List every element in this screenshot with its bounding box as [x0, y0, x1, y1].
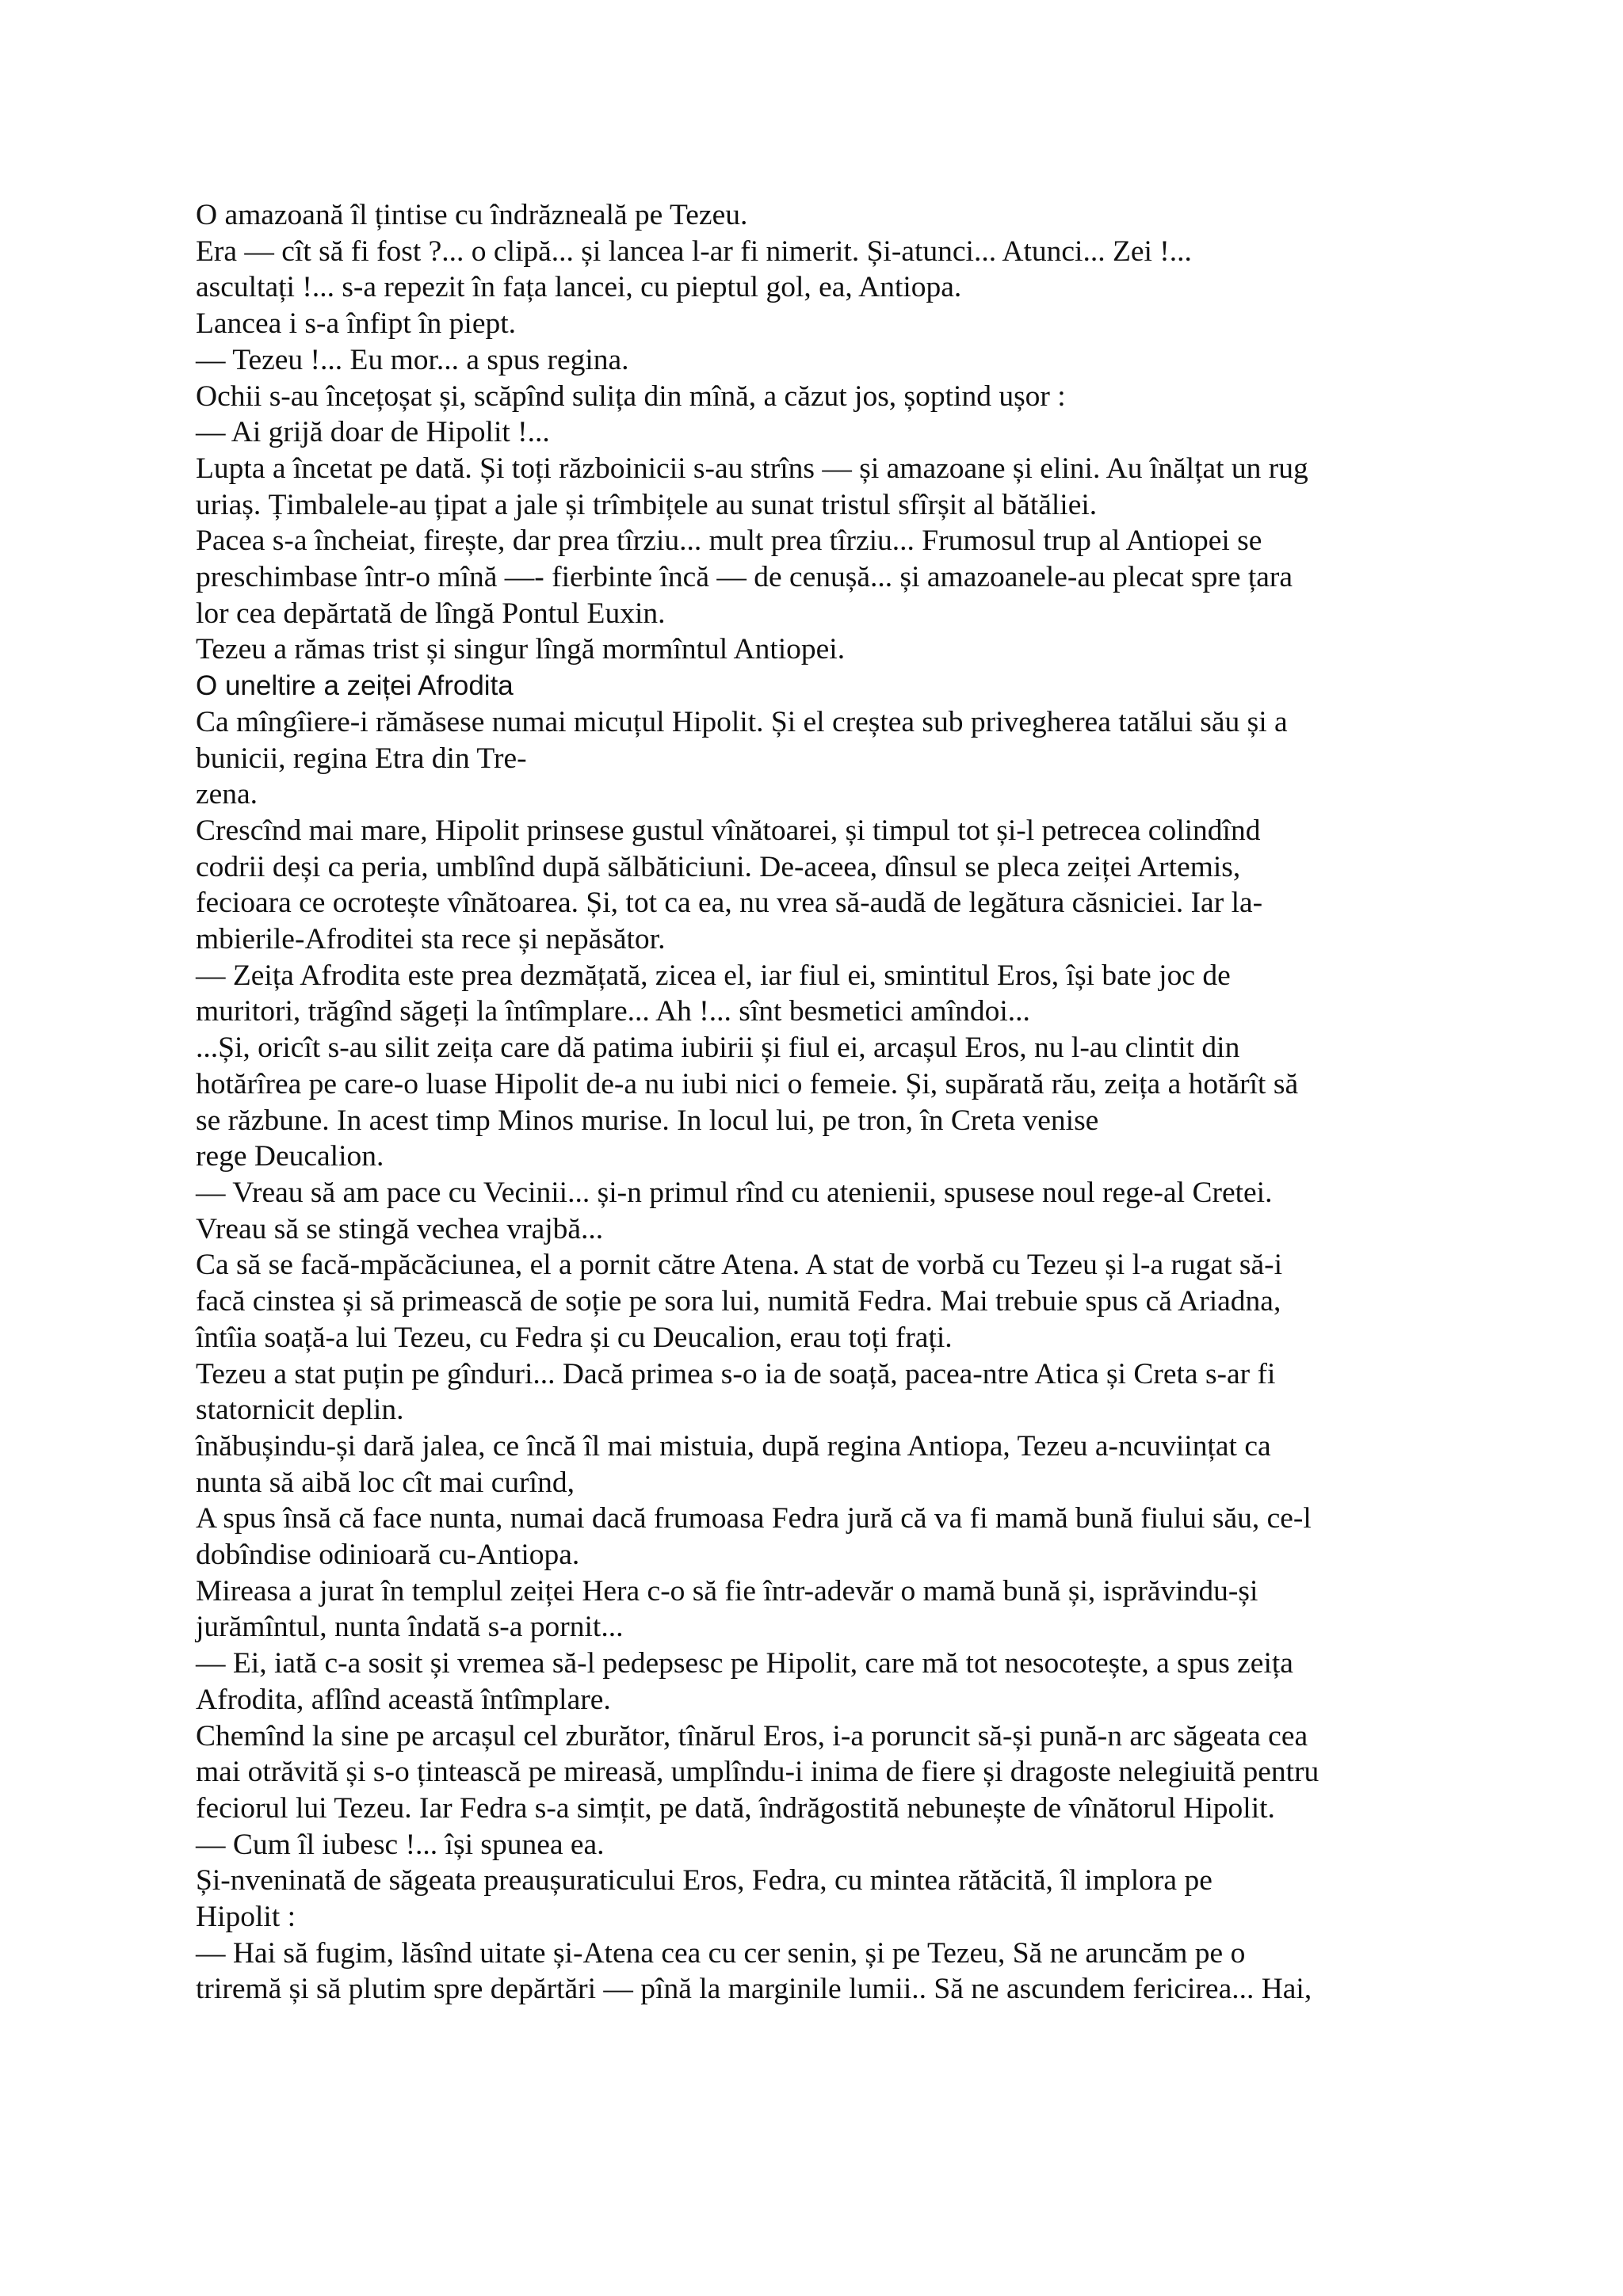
text-line: — Tezeu !... Eu mor... a spus regina. [196, 343, 629, 376]
text-line: Tezeu a stat puțin pe gînduri... Dacă primea s-o ia de soață, pacea-ntre Atica și Creta s-ar fi [196, 1357, 1276, 1390]
text-line: Ochii s-au încețoșat și, scăpînd sulița din mînă, a căzut jos, șoptind ușor : [196, 379, 1066, 413]
text-line: triremă și să plutim spre depărtări — pînă la marginile lumii.. Să ne ascundem fericirea... Hai, [196, 1973, 1312, 2006]
text-line: Ca să se facă-mpăcăciunea, el a pornit către Atena. A stat de vorbă cu Tezeu și l-a rugat să-i [196, 1249, 1283, 1282]
text-line: Vreau să se stingă vechea vrajbă... [196, 1212, 604, 1245]
text-line: muritori, trăgînd săgeți la întîmplare... Ah !... sînt besmetici amîndoi... [196, 995, 1030, 1028]
text-line: Afrodita, aflînd această întîmplare. [196, 1683, 611, 1716]
text-line: codrii deși ca peria, umblînd după sălbăticiuni. De-aceea, dînsul se pleca zeiței Artemis, [196, 850, 1241, 883]
text-line: — Hai să fugim, lăsînd uitate și-Atena cea cu cer senin, și pe Tezeu, Să ne aruncăm pe o [196, 1936, 1246, 1970]
text-line: Lupta a încetat pe dată. Și toți războinicii s-au strîns — și amazoane și elini. Au înălțat un rug [196, 452, 1308, 485]
text-line: facă cinstea și să primească de soție pe sora lui, numită Fedra. Mai trebuie spus că Ariadna, [196, 1285, 1281, 1318]
text-line: O amazoană îl țintise cu îndrăzneală pe Tezeu. [196, 199, 748, 231]
text-line: ...Și, oricît s-au silit zeița care dă patima iubirii și fiul ei, arcașul Eros, nu l-au clintit din [196, 1032, 1240, 1065]
document-body [196, 197, 1448, 2008]
text-line: feciorul lui Tezeu. Iar Fedra s-a simțit, pe dată, îndrăgostită nebunește de vînătorul Hipolit. [196, 1791, 1275, 1825]
text-line: lor cea depărtată de lîngă Pontul Euxin. [196, 597, 666, 630]
text-line: Crescînd mai mare, Hipolit prinsese gustul vînătoarei, și timpul tot și-l petrecea colindînd [196, 814, 1261, 847]
text-line: Tezeu a rămas trist și singur lîngă mormîntul Antiopei. [196, 633, 846, 666]
text-line: înăbușindu-și dară jalea, ce încă îl mai mistuia, după regina Antiopa, Tezeu a-ncuviințat ca [196, 1429, 1271, 1463]
text-line: se răzbune. In acest timp Minos murise. In locul lui, pe tron, în Creta venise [196, 1104, 1099, 1137]
text-line: ascultați !... s-a repezit în fața lancei, cu pieptul gol, ea, Antiopa. [196, 271, 962, 304]
text-line: preschimbase într-o mînă —- fierbinte încă — de cenușă... și amazoanele-au plecat spre țara [196, 561, 1293, 594]
text-line: — Cum îl iubesc !... își spunea ea. [196, 1828, 605, 1861]
text-line: zena. [196, 778, 258, 811]
text-line: Ca mîngîiere-i rămăsese numai micuțul Hipolit. Și el creștea sub privegherea tatălui său și a [196, 705, 1288, 738]
text-line: rege Deucalion. [196, 1140, 384, 1173]
text-line: fecioara ce ocrotește vînătoarea. Și, tot ca ea, nu vrea să-audă de legătura căsniciei. Iar la- [196, 887, 1263, 920]
text-line: Mireasa a jurat în templul zeiței Hera c-o să fie într-adevăr o mamă bună și, isprăvindu-și [196, 1574, 1258, 1608]
text-line: întîia soață-a lui Tezeu, cu Fedra și cu Deucalion, erau toți frați. [196, 1321, 953, 1354]
text-line: nunta să aibă loc cît mai curînd, [196, 1466, 575, 1499]
text-line: — Ai grijă doar de Hipolit !... [196, 416, 550, 449]
text-line: dobîndise odinioară cu-Antiopa. [196, 1539, 580, 1572]
text-line: mai otrăvită și s-o țintească pe mireasă, umplîndu-i inima de fiere și dragoste nelegiuită pentru [196, 1756, 1319, 1789]
text-line: bunicii, regina Etra din Tre- [196, 742, 527, 775]
text-line: Lancea i s-a înfipt în piept. [196, 307, 517, 341]
text-line: Pacea s-a încheiat, firește, dar prea tîrziu... mult prea tîrziu... Frumosul trup al Antiopei se [196, 524, 1262, 558]
text-line: — Vreau să am pace cu Vecinii... și-n primul rînd cu atenienii, spusese noul rege-al Cretei. [196, 1176, 1273, 1209]
text-line: — Zeița Afrodita este prea dezmățată, zicea el, iar fiul ei, smintitul Eros, își bate joc de [196, 959, 1231, 992]
text-line: jurămîntul, nunta îndată s-a pornit... [196, 1611, 624, 1644]
text-line: Era — cît să fi fost ?... o clipă... și lancea l-ar fi nimerit. Și-atunci... Atunci... Zei !... [196, 235, 1192, 268]
section-heading: O uneltire a zeiței Afrodita [196, 670, 514, 702]
text-line: Chemînd la sine pe arcașul cel zburător, tînărul Eros, i-a poruncit să-și pună-n arc săgeata cea [196, 1719, 1308, 1753]
text-line: statornicit deplin. [196, 1394, 404, 1427]
text-line: Și-nveninată de săgeata preaușuraticului Eros, Fedra, cu mintea rătăcită, îl implora pe [196, 1864, 1212, 1897]
document-page [196, 197, 1448, 2008]
text-line: uriaș. Țimbalele-au țipat a jale și trîmbițele au sunat tristul sfîrșit al bătăliei. [196, 488, 1098, 521]
text-line: A spus însă că face nunta, numai dacă frumoasa Fedra jură că va fi mamă bună fiului său, ce-l [196, 1502, 1312, 1535]
text-line: — Ei, iată c-a sosit și vremea să-l pedepsesc pe Hipolit, care mă tot nesocotește, a spus zeița [196, 1647, 1293, 1680]
text-line: hotărîrea pe care-o luase Hipolit de-a nu iubi nici o femeie. Și, supărată rău, zeița a hotărît să [196, 1067, 1299, 1100]
text-line: mbierile-Afroditei sta rece și nepăsător. [196, 923, 666, 956]
text-line: Hipolit : [196, 1901, 296, 1934]
